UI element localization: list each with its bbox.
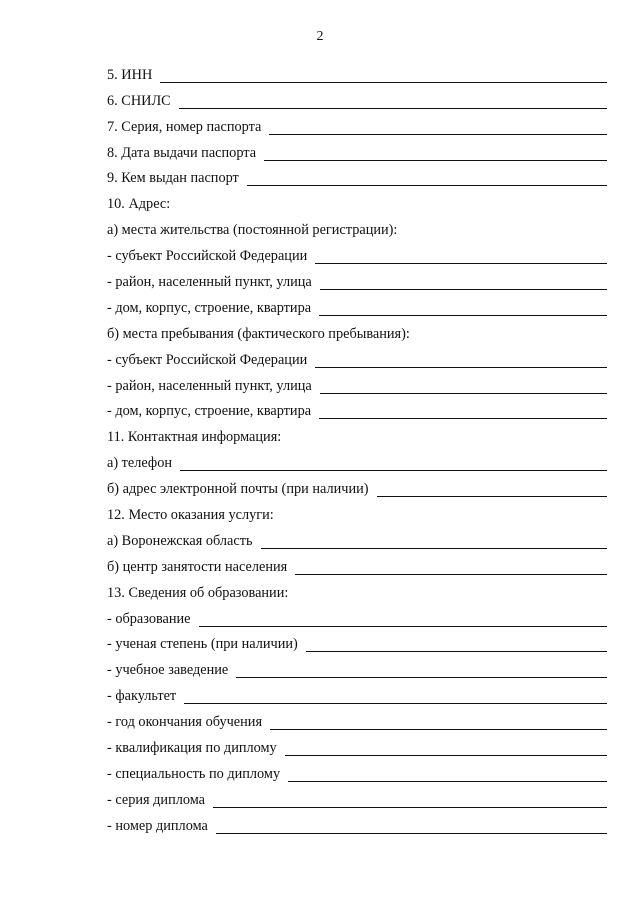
section-heading: [107, 502, 607, 528]
field-label: - район, населенный пункт, улица: [107, 274, 312, 291]
fill-in-line[interactable]: [319, 315, 607, 316]
form-row: [107, 528, 607, 554]
fill-in-line[interactable]: [315, 367, 607, 368]
field-label: - район, населенный пункт, улица: [107, 377, 312, 394]
form-row: [107, 269, 607, 295]
fill-in-line[interactable]: [320, 393, 607, 394]
fill-in-line[interactable]: [320, 289, 607, 290]
field-label: - субъект Российской Федерации: [107, 351, 308, 368]
form-row: [107, 761, 607, 787]
form-row: [107, 166, 607, 192]
fill-in-line[interactable]: [306, 651, 607, 652]
field-label: - номер диплома: [107, 817, 208, 834]
personal-data-form: [107, 62, 607, 839]
fill-in-line[interactable]: [288, 781, 607, 782]
form-row: [107, 632, 607, 658]
form-row: [107, 657, 607, 683]
fill-in-line[interactable]: [247, 185, 607, 186]
section-heading: [107, 217, 607, 243]
field-label: а) Воронежская область: [107, 532, 253, 549]
fill-in-line[interactable]: [285, 755, 607, 756]
form-row: [107, 140, 607, 166]
form-row: [107, 709, 607, 735]
form-row: [107, 683, 607, 709]
field-label: 13. Сведения об образовании:: [107, 584, 289, 601]
form-row: [107, 373, 607, 399]
field-label: - специальность по диплому: [107, 765, 281, 782]
fill-in-line[interactable]: [315, 263, 607, 264]
field-label: 6. СНИЛС: [107, 92, 171, 109]
form-row: [107, 476, 607, 502]
field-label: а) телефон: [107, 455, 172, 472]
form-row: [107, 606, 607, 632]
form-row: [107, 62, 607, 88]
fill-in-line[interactable]: [236, 677, 607, 678]
field-label: 7. Серия, номер паспорта: [107, 118, 262, 135]
field-label: - год окончания обучения: [107, 714, 263, 731]
fill-in-line[interactable]: [213, 807, 607, 808]
fill-in-line[interactable]: [199, 626, 607, 627]
section-heading: [107, 191, 607, 217]
section-heading: [107, 321, 607, 347]
fill-in-line[interactable]: [270, 729, 607, 730]
field-label: - факультет: [107, 688, 177, 705]
section-heading: [107, 424, 607, 450]
fill-in-line[interactable]: [377, 496, 607, 497]
field-label: - дом, корпус, строение, квартира: [107, 299, 312, 316]
fill-in-line[interactable]: [184, 703, 607, 704]
form-row: [107, 243, 607, 269]
field-label: б) адрес электронной почты (при наличии): [107, 481, 369, 498]
field-label: - ученая степень (при наличии): [107, 636, 298, 653]
fill-in-line[interactable]: [264, 160, 607, 161]
form-row: [107, 114, 607, 140]
section-heading: [107, 580, 607, 606]
field-label: 9. Кем выдан паспорт: [107, 170, 239, 187]
fill-in-line[interactable]: [319, 418, 607, 419]
form-row: [107, 813, 607, 839]
fill-in-line[interactable]: [179, 108, 607, 109]
fill-in-line[interactable]: [160, 82, 607, 83]
form-row: [107, 88, 607, 114]
field-label: 5. ИНН: [107, 66, 153, 83]
field-label: - серия диплома: [107, 791, 206, 808]
field-label: а) места жительства (постоянной регистрации):: [107, 222, 398, 239]
form-row: [107, 554, 607, 580]
form-row: [107, 735, 607, 761]
field-label: 8. Дата выдачи паспорта: [107, 144, 257, 161]
field-label: - образование: [107, 610, 191, 627]
form-row: [107, 347, 607, 373]
field-label: - квалификация по диплому: [107, 740, 277, 757]
field-label: - дом, корпус, строение, квартира: [107, 403, 312, 420]
fill-in-line[interactable]: [180, 470, 607, 471]
field-label: 12. Место оказания услуги:: [107, 507, 274, 524]
field-label: б) места пребывания (фактического пребывания):: [107, 325, 410, 342]
fill-in-line[interactable]: [295, 574, 607, 575]
field-label: - учебное заведение: [107, 662, 229, 679]
form-row: [107, 450, 607, 476]
form-row: [107, 399, 607, 425]
field-label: 10. Адрес:: [107, 196, 171, 213]
field-label: б) центр занятости населения: [107, 558, 288, 575]
form-row: [107, 295, 607, 321]
fill-in-line[interactable]: [216, 833, 607, 834]
form-row: [107, 787, 607, 813]
field-label: - субъект Российской Федерации: [107, 248, 308, 265]
field-label: 11. Контактная информация:: [107, 429, 282, 446]
fill-in-line[interactable]: [261, 548, 607, 549]
fill-in-line[interactable]: [269, 134, 607, 135]
page-number: 2: [316, 29, 324, 44]
